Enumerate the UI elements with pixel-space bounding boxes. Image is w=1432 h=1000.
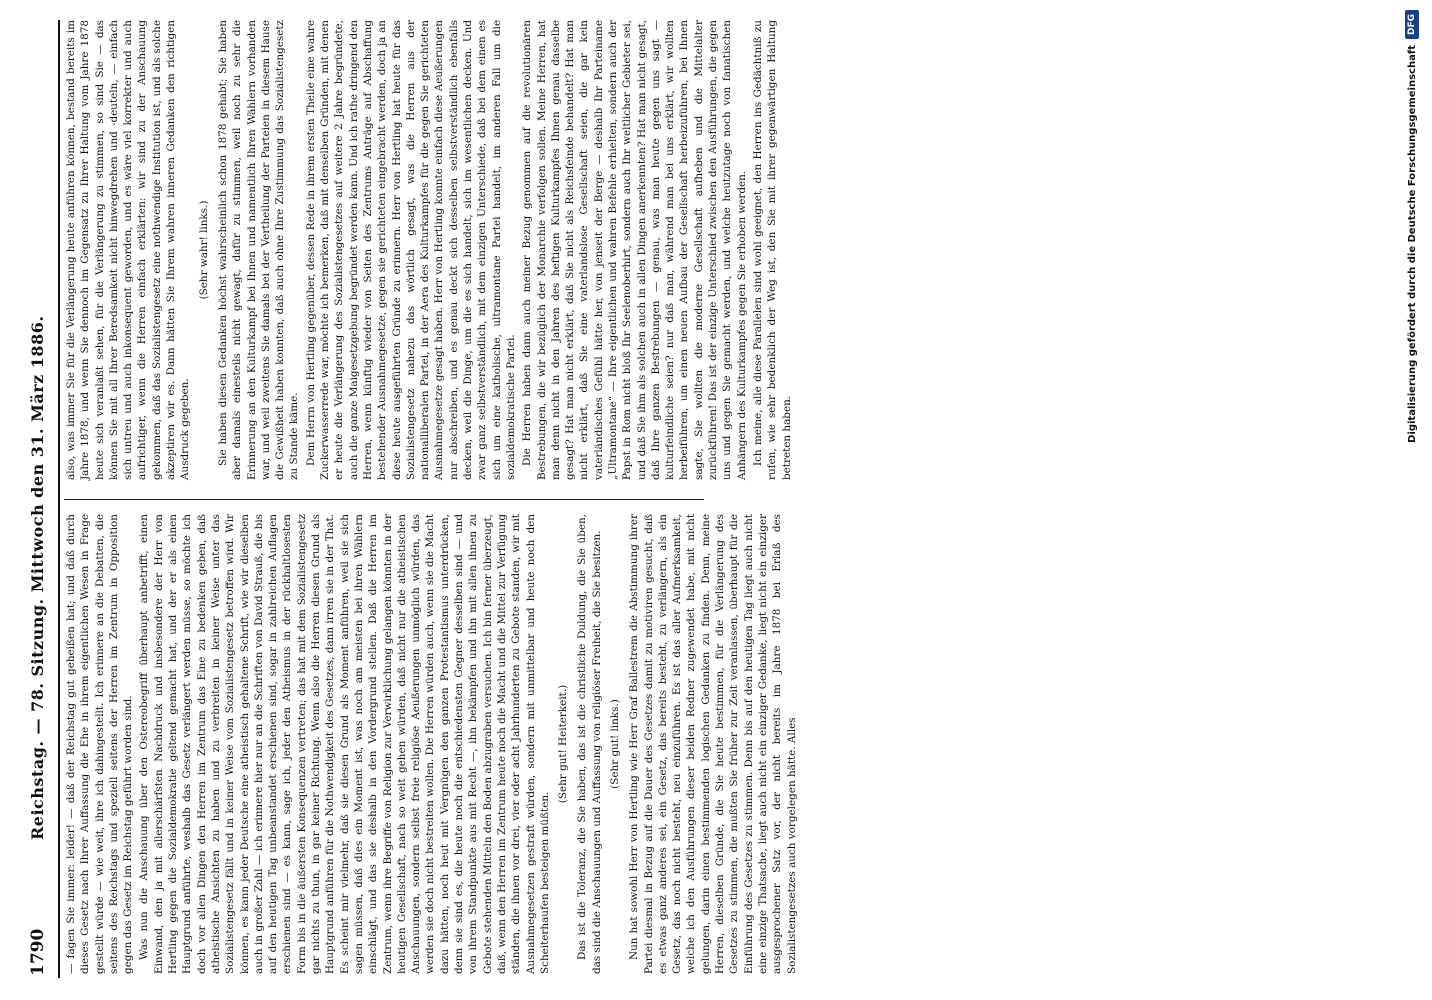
paragraph: also, was immer Sie für die Verlängerung heute anführen können, bestand bereits im Jahre 1878, und wenn Sie dennoch im Gegensatz zu Ihrer Haltung vom Jahre 1878 heute sich veranlaßt sehen, für die Verlängerung zu stimmen, so sind Sie — das können Sie mit all Ihrer Beredsamkeit nicht hinwegdrehen und -deuteln, — einfach sich untreu und auch inkonsequent geworden, und es wäre viel korrekter und auch aufrichtiger, wenn die Herren einfach erklärten: wir sind zu der Anschauung gekommen, daß das Sozialistengesetz eine nothwendige Institution ist, und als solche akzeptiren wir es. Dann hätten Sie Ihrem wahren inneren Gedanken den richtigen Ausdruck gegeben.	[65, 20, 192, 480]
reaction-line: (Sehr gut! links.)	[608, 699, 621, 789]
dfg-logo: DFG	[1405, 10, 1419, 39]
reaction-line: (Sehr wahr! links.)	[197, 200, 210, 300]
running-head: Reichstag. — 78. Sitzung. Mittwoch den 31. März 1886.	[28, 315, 47, 840]
paragraph: — fagen Sie immer: leider! — daß der Reichstag gut geheißen hat; und daß durch dieses Gesetz nach Ihrer Auffassung die Ehe in ihrem eigentlichen Wesen in Frage gestellt würde — wie weit, ihre ich dahingestellt. Ich erinnere an die Debatten, die seitens des Reichstags und speziell seitens der Herren im Zentrum in Opposition gegen das Gesetz im Reichstag geführt worden sind.	[65, 514, 135, 974]
digitization-note	[1400, 0, 1424, 1000]
paragraph: Nun hat sowohl Herr von Hertling wie Herr Graf Ballestrem die Abstimmung ihrer Partei diesmal in Bezug auf die Dauer des Gesetzes damit zu motiviren gesucht, daß es etwas ganz anderes sei, ein Gesetz, das bereits besteht, zu verlängern, als ein Gesetz, das noch nicht besteht, neu einzuführen. Es ist das aller Aufmerksamkeit, welche ich den Ausführungen dieser beiden Redner zugewendet habe, mit nicht gelungen, darin einen bestimmenden logischen Gedanken zu finden. Denn, meine Herren, dieselben Gründe, die Sie heute bestimmen, für die Verlängerung des Gesetzes zu stimmen, die mußten Sie früher zur Zeit veranlassen, überhaupt für die Einführung des Gesetzes zu stimmen. Denn bis auf den heutigen Tag liegt auch nicht eine einzige Thatsache, liegt auch nicht ein einziger Gedanke, liegt nicht ein einziger ausgesprochener Satz vor, der nicht bereits im Jahre 1878 bei Erlaß des Sozialistengesetzes auch vorgelegen hätte. Alles	[628, 514, 798, 974]
column-divider	[64, 499, 704, 500]
paragraph: Was nun die Anschauung über den Ostereobegriff überhaupt anbetrifft, einen Einwand, den ja mit allerschärfsten Nachdruck und insbesondere der Herr von Hertling gegen die Sozialdemokratie geltend gemacht hat, und der er als einen Hauptgrund anführte, weshalb das Gesetz verlängert werden müsse, so möchte ich doch vor allen Dingen den Herren im Zentrum das Eine zu bedenken geben, daß atheistische Ansichten zu haben und zu verbreiten in keiner Weise unter das Sozialistengesetz fällt und in keiner Weise vom Sozialistengesetz betroffen wird. Wir können, es kann jeder Deutsche eine atheistisch gehaltene Schrift, wie wir dieselben auch in großer Zahl — ich erinnere hier nur an die Schriften von David Strauß, die bis auf den heutigen Tag unbeanstandet erschienen sind, sogar in zahlreichen Auflagen erschienen sind — es kann, sage ich, jeder den Atheismus in der rückhaltlosesten Form bis in die äußersten Konsequenzen vertreten; das hat mit dem Sozialistengesetz gar nichts zu thun, in gar keiner Richtung. Wenn also die Herren diesen Grund als Hauptgrund anführen für die Nothwendigkeit des Gesetzes, dann irren sie in der That. Es scheint mir vielmehr, daß sie diesen Grund als Moment anführen, weil sie sich sagen müssen, daß dies ein Moment ist, was noch am meisten bei ihren Wählern einschlägt, und das sie deshalb in den Vordergrund stellen. Daß die Herren im Zentrum, wenn ihre Begriffe von Religion zur Verwirklichung gelangen könnten in der heutigen Gesellschaft, nach so weit gehen würden, daß nicht nur die atheistischen Anschauungen, sondern selbst freie religiöse Aeußerungen unmöglich würden, das werden sie doch nicht bestreiten wollen. Die Herren würden auch, wenn sie die Macht dazu hätten, noch heut mit Vergnügen den ganzen Protestantismus unterdrücken, denn sie sind es, die heute noch die entschiedensten Gegner desselben sind — und von ihrem Standpunkte aus mit Recht —, ihn bekämpfen und ihn mit allen ihnen zu Gebote stehenden Mitteln den Boden abzugraben versuchen. Ich bin ferner überzeugt, daß, wenn den Herren im Zentrum heute noch die Macht und die Mittel zur Verfügung ständen, die ihnen vor drei, vier oder acht Jahrhunderten zu Gebote standen, wir mit Ausnahmegesetzen gestraft würden, sondern mit unmittelbar und heute noch den Scheiterhaufen besteigen müßten.	[138, 514, 551, 974]
paragraph: Die Herren haben dann auch meiner Bezug genommen auf die revolutionären Bestrebungen, die wir bezüglich der Monarchie verfolgen sollen. Meine Herren, hat man denn nicht in den Jahren des heftigen Kulturkampfes Ihnen genau dasselbe gesagt? Hat man nicht erklärt, daß Sie nicht als Reichsfeinde behandelt? Hat man nicht erklärt, daß Sie eine vaterlandslose Gesellschaft seien, die gar kein vaterländisches Gefühl hätte her, von jenseit der Berge — deshalb Ihr Parteiname „Ultramontane“ — Ihre eigentlichen und wahren Befehle erhielten, sondern auch der Papst in Rom nicht bloß Ihr Seelenoberhirt, sondern auch Ihr weltlicher Gebieter sei, und daß Sie ihm als solchen auch in allen Dingen anerkennten? Hat man nicht gesagt, daß Ihre ganzen Bestrebungen — genau, was man heute gegen uns sagt — kulturfeindliche seien? nur daß man, während man bei uns erklärt, wir wollten herbeiführen, um einen neuen Aufbau der Gesellschaft herbeizuführen, bei Ihnen sagte, Sie wollten die moderne Gesellschaft aufheben und die Mittelalter zurückführen! Das ist der einzige Unterschied zwischen den Ausführungen, die gegen uns und gegen Sie gemacht werden, und welche heutzutage noch von fanatischen Anhängern des Kulturkampfes gegen Sie erhoben werden.	[521, 20, 748, 480]
digitization-text: Digitalisierung gefördert durch die Deutsche Forschungsgemeinschaft	[1406, 45, 1418, 443]
reaction-line: (Sehr gut! Heiterkeit.)	[557, 684, 570, 804]
right-column	[64, 20, 796, 480]
header-rule	[58, 20, 60, 978]
paragraph: Ich meine, alle diese Parallelen sind wohl geeignet, den Herren ins Gedächtniß zu rufen, wie sehr bedenklich der Weg ist, den Sie mit ihrer gegenwärtigen Haltung betreten haben.	[751, 20, 793, 480]
left-column	[64, 514, 801, 974]
paragraph: Das ist die Toleranz, die Sie haben, das ist die christliche Duldung, die Sie üben, das sind die Anschauungen und Auffassung von religiöser Freiheit, die Sie besitzen.	[576, 514, 603, 974]
paragraph: Dem Herrn von Hertling gegenüber, dessen Rede in ihrem ersten Theile eine wahre Zuckerwasserrede war, möchte ich bemerken, daß mit denselben Gründen, mit denen er heute die Verlängerung des Sozialistengesetzes auf weitere 2 Jahre begründete, auch die ganze Maigesetzgebung begründet werden kann. Und ich rathe dringend den Herren, wenn künftig wieder von Seiten des Zentrums Anträge auf Abschaffung bestehender Ausnahmegesetze, gegen sie gerichteten eingebracht werden, doch ja an diese heute ausgeführten Gründe zu erinnern. Herr von Hertling hat heute für das Sozialistengesetz nahezu das wörtlich gesagt, was die Herren aus der nationalliberalen Partei, in der Aera des Kulturkampfes für die gegen Sie gerichteten Ausnahmegesetze gesagt haben. Herr von Hertling konnte einfach diese Aeußerungen nur abschreiben, und es genau deckt sich desselben selbstverständlich ebenfalls decken, weil die Dinge, um die es sich handelt, sich im wesentlichen decken. Und zwar ganz selbstverständlich, mit dem einzigen Unterschiede, daß bei dem einen es sich um eine katholische, ultramontane Partei handelt, im anderen Fall um die sozialdemokratische Partei.	[304, 20, 517, 480]
page-header	[0, 0, 62, 1000]
page-number: 1790	[28, 928, 48, 976]
paragraph: Sie haben diesen Gedanken höchst wahrscheinlich schon 1878 gehabt; Sie haben aber damals einesteils nicht gewagt, dafür zu stimmen, weil noch zu sehr die Erinnerung an den Kulturkampf bei Ihnen und namentlich Ihren Wählern vorhanden war, und weil zweitens Sie damals bei der Vertheilung der Parteien in diesem Hause die Gewißheit haben konnten, daß auch ohne Ihre Zustimmung das Sozialistengesetz zu Stande käme.	[216, 20, 301, 480]
